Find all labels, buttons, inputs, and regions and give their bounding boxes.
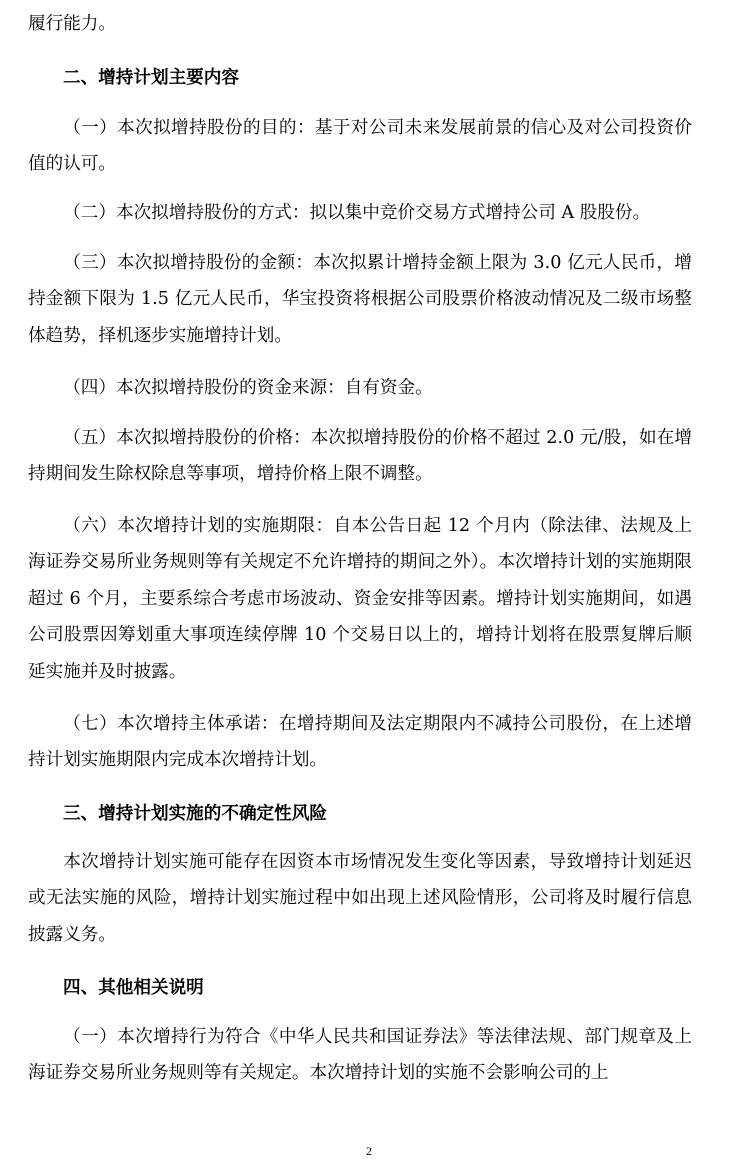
paragraph-risk: 本次增持计划实施可能存在因资本市场情况发生变化等因素，导致增持计划延迟或无法实施的风险，增持计划实施过程中如出现上述风险情形，公司将及时履行信息披露义务。 (28, 852, 692, 945)
paragraph-price: （五）本次拟增持股份的价格：本次拟增持股份的价格不超过 2.0 元/股，如在增持期间发生除权除息等事项，增持价格上限不调整。 (28, 428, 692, 485)
section-heading-uncertainty-risk: 三、增持计划实施的不确定性风险 (63, 804, 327, 824)
paragraph-compliance: （一）本次增持行为符合《中华人民共和国证券法》等法律法规、部门规章及上海证券交易所业务规则等有关规定。本次增持计划的实施不会影响公司的上 (28, 1027, 692, 1084)
paragraph-amount: （三）本次拟增持股份的金额：本次拟累计增持金额上限为 3.0 亿元人民币，增持金额下限为 1.5 亿元人民币，华宝投资将根据公司股票价格波动情况及二级市场整体趋势，择机逐步实施增持计划。 (28, 253, 692, 346)
paragraph-method: （二）本次拟增持股份的方式：拟以集中竞价交易方式增持公司 A 股股份。 (63, 203, 651, 223)
section-heading-plan-content: 二、增持计划主要内容 (63, 68, 239, 88)
paragraph-period: （六）本次增持计划的实施期限：自本公告日起 12 个月内（除法律、法规及上海证券交易所业务规则等有关规定不允许增持的期间之外）。本次增持计划的实施期限超过 6 个月，主要系综合考虑市场波动、资金安排等因素。增持计划实施期间，如遇公司股票因筹划重大事项连续停牌 10 个交易日以上的，增持计划将在股票复牌后顺延实施并及时披露。 (28, 516, 692, 682)
continuation-text: 履行能力。 (28, 14, 116, 34)
paragraph-purpose: （一）本次拟增持股份的目的：基于对公司未来发展前景的信心及对公司投资价值的认可。 (28, 118, 692, 175)
paragraph-commitment: （七）本次增持主体承诺：在增持期间及法定期限内不减持公司股份，在上述增持计划实施期限内完成本次增持计划。 (28, 714, 692, 771)
section-heading-other-notes: 四、其他相关说明 (63, 978, 204, 998)
page-number: 2 (366, 1144, 372, 1158)
paragraph-funding-source: （四）本次拟增持股份的资金来源：自有资金。 (63, 378, 433, 398)
